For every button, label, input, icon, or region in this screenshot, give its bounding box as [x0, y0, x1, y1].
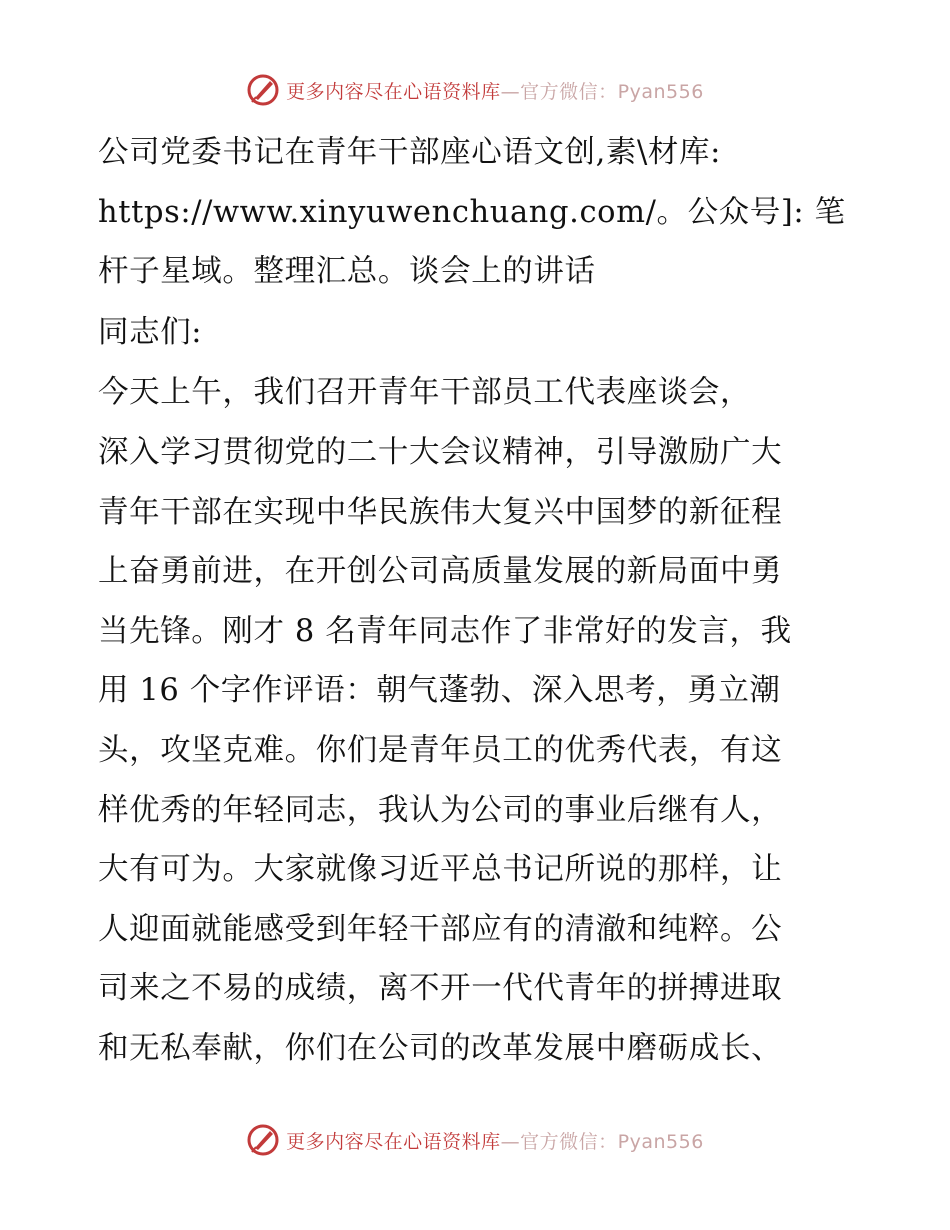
salutation-line: 同志们:	[98, 314, 203, 350]
body-line: 样优秀的年轻同志，我认为公司的事业后继有人，	[98, 792, 783, 828]
body-line: 司来之不易的成绩，离不开一代代青年的拼搏进取	[98, 971, 783, 1007]
title-line: 杆子星域。整理汇总。谈会上的讲话	[98, 254, 596, 290]
header-watermark-banner	[0, 72, 950, 108]
quill-logo-icon	[246, 1123, 280, 1157]
header-watermark-text	[286, 77, 704, 104]
body-line: 和无私奉献，你们在公司的改革发展中磨砺成长、	[98, 1030, 783, 1066]
body-line: 头，攻坚克难。你们是青年员工的优秀代表，有这	[98, 732, 783, 768]
document-body	[98, 123, 854, 1079]
header-watermark-suffix: 官方微信：Pyan556	[520, 80, 704, 103]
quill-logo-icon	[246, 73, 280, 107]
header-watermark-separator: —	[500, 80, 521, 103]
body-line: 大有可为。大家就像习近平总书记所说的那样，让	[98, 852, 783, 888]
footer-watermark-suffix: 官方微信：Pyan556	[520, 1130, 704, 1153]
body-line: 深入学习贯彻党的二十大会议精神，引导激励广大	[98, 434, 783, 470]
body-line: 上奋勇前进，在开创公司高质量发展的新局面中勇	[98, 554, 783, 590]
title-line: https://www.xinyuwenchuang.com/。公众号]: 笔	[98, 194, 846, 230]
header-watermark-brand: 更多内容尽在心语资料库	[286, 80, 501, 103]
footer-watermark-brand: 更多内容尽在心语资料库	[286, 1130, 501, 1153]
body-line: 人迎面就能感受到年轻干部应有的清澈和纯粹。公	[98, 911, 783, 947]
document-title	[98, 123, 854, 302]
footer-watermark-separator: —	[500, 1130, 521, 1153]
body-line: 用 16 个字作评语：朝气蓬勃、深入思考，勇立潮	[98, 673, 781, 709]
title-line: 公司党委书记在青年干部座心语文创,素\材库:	[98, 135, 721, 170]
body-paragraph	[98, 363, 854, 1078]
footer-watermark-banner	[0, 1122, 950, 1158]
salutation	[98, 303, 854, 363]
body-line: 今天上午，我们召开青年干部员工代表座谈会，	[98, 375, 752, 411]
body-line: 青年干部在实现中华民族伟大复兴中国梦的新征程	[98, 494, 783, 530]
footer-watermark-text	[286, 1127, 704, 1154]
body-line: 当先锋。刚才 8 名青年同志作了非常好的发言，我	[98, 613, 792, 649]
